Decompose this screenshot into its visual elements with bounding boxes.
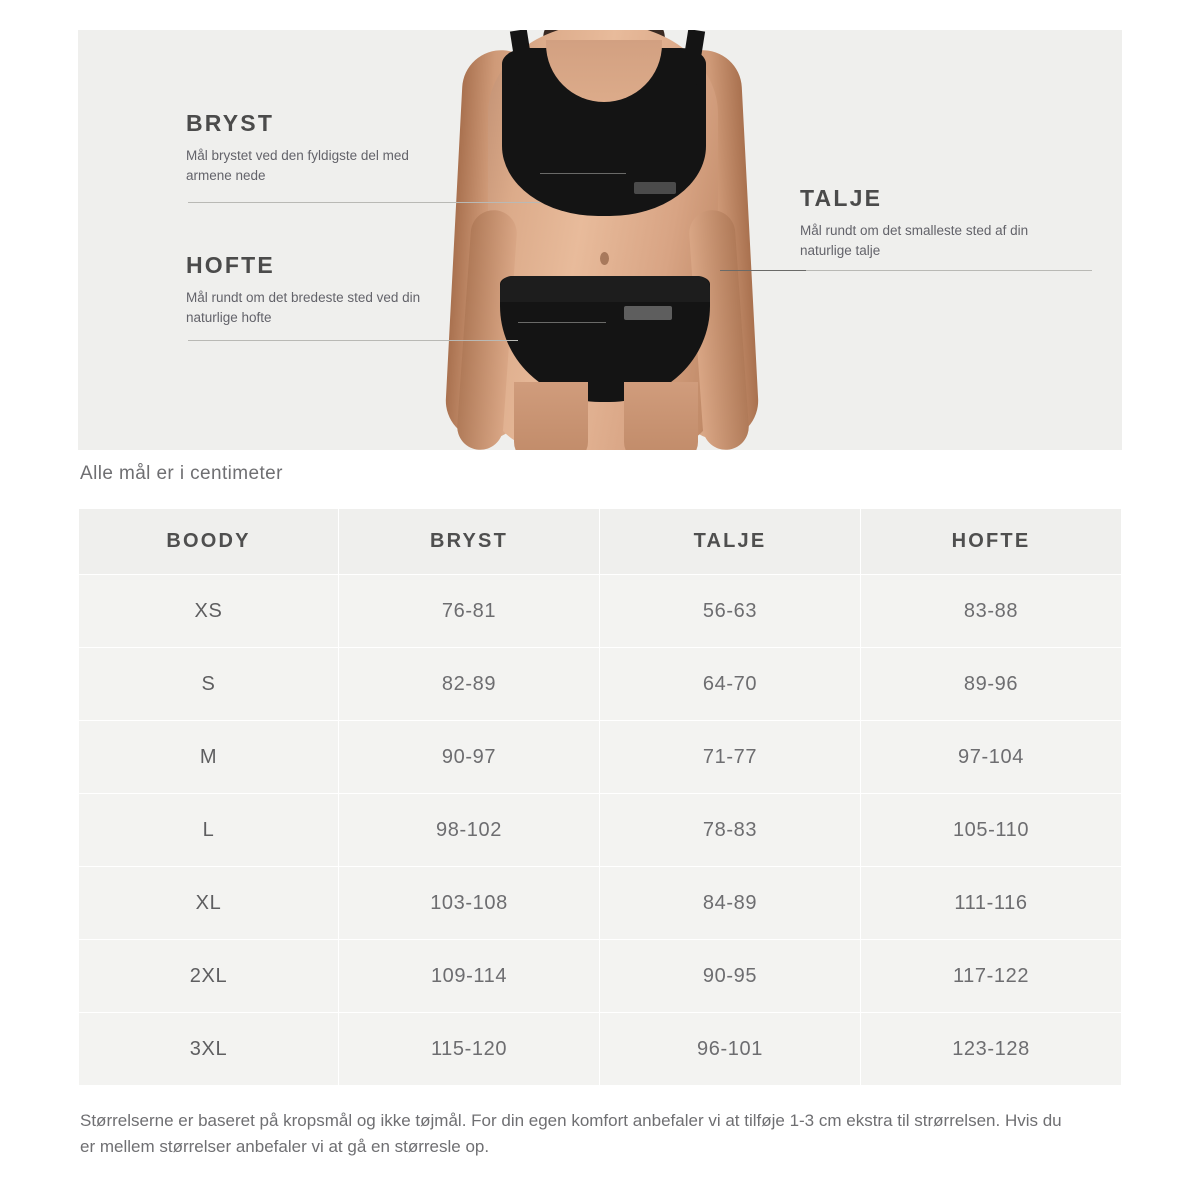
column-header-talje: TALJE bbox=[600, 509, 861, 575]
leader-line-hofte bbox=[188, 340, 518, 341]
cell-size: XS bbox=[79, 575, 339, 648]
cell-size: L bbox=[79, 794, 339, 867]
cell-talje: 71-77 bbox=[600, 721, 861, 794]
cell-talje: 64-70 bbox=[600, 648, 861, 721]
cell-bryst: 115-120 bbox=[339, 1013, 600, 1086]
size-table-body bbox=[79, 575, 1122, 1086]
table-row bbox=[79, 721, 1122, 794]
table-row bbox=[79, 867, 1122, 940]
leg-left bbox=[514, 382, 588, 450]
table-row bbox=[79, 575, 1122, 648]
column-header-boody: BOODY bbox=[79, 509, 339, 575]
briefs-logo bbox=[624, 306, 672, 320]
cell-bryst: 82-89 bbox=[339, 648, 600, 721]
column-header-bryst: BRYST bbox=[339, 509, 600, 575]
cell-hofte: 97-104 bbox=[861, 721, 1122, 794]
cell-talje: 78-83 bbox=[600, 794, 861, 867]
cell-talje: 56-63 bbox=[600, 575, 861, 648]
table-row bbox=[79, 794, 1122, 867]
briefs-waistband bbox=[500, 276, 710, 302]
table-row bbox=[79, 1013, 1122, 1086]
table-header-row bbox=[79, 509, 1122, 575]
table-row bbox=[79, 940, 1122, 1013]
cell-size: M bbox=[79, 721, 339, 794]
cell-talje: 84-89 bbox=[600, 867, 861, 940]
cell-hofte: 105-110 bbox=[861, 794, 1122, 867]
cell-hofte: 89-96 bbox=[861, 648, 1122, 721]
callout-hofte-title: HOFTE bbox=[186, 252, 275, 278]
hero-panel bbox=[78, 30, 1122, 450]
cell-bryst: 109-114 bbox=[339, 940, 600, 1013]
callout-hofte-text: Mål rundt om det bredeste sted ved din naturlige hofte bbox=[186, 290, 421, 325]
model-photo bbox=[402, 30, 802, 450]
cell-hofte: 117-122 bbox=[861, 940, 1122, 1013]
cell-bryst: 90-97 bbox=[339, 721, 600, 794]
cell-hofte: 123-128 bbox=[861, 1013, 1122, 1086]
leader-line-talje-inner bbox=[720, 270, 806, 271]
cell-talje: 96-101 bbox=[600, 1013, 861, 1086]
callout-bryst bbox=[186, 110, 446, 185]
column-header-hofte: HOFTE bbox=[861, 509, 1122, 575]
leader-line-bryst-inner bbox=[540, 173, 626, 174]
cell-size: S bbox=[79, 648, 339, 721]
callout-talje bbox=[800, 185, 1050, 260]
cell-hofte: 111-116 bbox=[861, 867, 1122, 940]
leader-line-hofte-inner bbox=[518, 322, 606, 323]
cell-bryst: 76-81 bbox=[339, 575, 600, 648]
cell-talje: 90-95 bbox=[600, 940, 861, 1013]
leader-line-bryst bbox=[188, 202, 540, 203]
callout-bryst-text: Mål brystet ved den fyldigste del med armene nede bbox=[186, 148, 409, 183]
bra-logo bbox=[634, 182, 676, 194]
size-table bbox=[78, 508, 1122, 1086]
callout-talje-text: Mål rundt om det smalleste sted af din naturlige talje bbox=[800, 223, 1029, 258]
callout-bryst-title: BRYST bbox=[186, 110, 275, 136]
size-table-wrapper bbox=[78, 508, 1122, 1086]
cell-size: XL bbox=[79, 867, 339, 940]
leg-right bbox=[624, 382, 698, 450]
cell-hofte: 83-88 bbox=[861, 575, 1122, 648]
callout-talje-title: TALJE bbox=[800, 185, 883, 211]
navel bbox=[600, 252, 609, 265]
cell-size: 3XL bbox=[79, 1013, 339, 1086]
cell-bryst: 103-108 bbox=[339, 867, 600, 940]
units-note: Alle mål er i centimeter bbox=[80, 463, 283, 484]
cell-size: 2XL bbox=[79, 940, 339, 1013]
cell-bryst: 98-102 bbox=[339, 794, 600, 867]
callout-hofte bbox=[186, 252, 446, 327]
size-table-head bbox=[79, 509, 1122, 575]
table-row bbox=[79, 648, 1122, 721]
footnote: Størrelserne er baseret på kropsmål og ikke tøjmål. For din egen komfort anbefaler vi at tilføje 1-3 cm ekstra til strørrelsen. Hvis du er mellem størrelser anbefaler vi at gå en størresle op. bbox=[80, 1111, 1062, 1157]
